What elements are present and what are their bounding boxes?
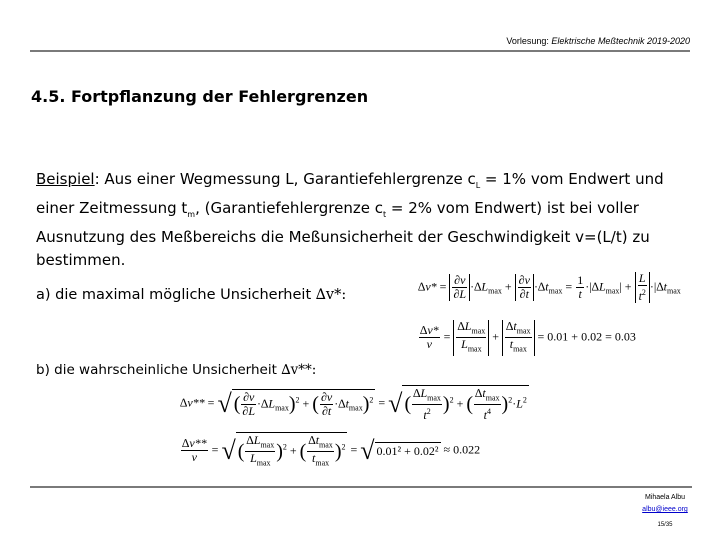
footer-divider: [30, 486, 692, 488]
equation-max-uncertainty: ∆v* = $\frac{\partial v}{\partial L}$ $\cdot\Delta L_{max}$ + $\frac{\partial v}{\partial t}$ $\cdot\Delta t_{max}$ = $\frac{1}{t}$ $\cdot|\Delta L_{max}|$ + $\frac{L}{t^2}$ $\cdot|\Delta t_{max}$: [418, 271, 681, 303]
lecture-header: [470, 36, 690, 46]
example-paragraph: Beispiel: Aus einer Wegmessung L, Garantiefehlergrenze $c_L = 1\%$ vom Endwert und einer Zeitmessung $t_m$, (Garantiefehlergrenze $c_t = 2\%$ vom Endwert) ist bei voller Ausnutzung des Meßbereichs die Meßunsicherheit der Geschwindigkeit v=(L/t) zu bestimmen.: [36, 170, 664, 269]
course-name: Elektrische Meßtechnik 2019-2020: [551, 36, 690, 46]
question-a: a) die maximal mögliche Unsicherheit ∆v*:: [36, 287, 347, 303]
numeric-values: 0.01² + 0.02²: [376, 444, 439, 459]
footer-author: Mihaela Albu: [644, 494, 686, 501]
result-value: 0.01 + 0.02 = 0.03: [547, 329, 636, 344]
header-divider: [30, 50, 690, 52]
equation-probable-uncertainty: ∆v** = √ ( $\frac{\partial v}{\partial L}$ $\cdot\Delta L_{max})^2$ + ( $\frac{\partial v}{\partial t}$ $\cdot\Delta t_{max})^2$ = √ ( $\frac{\Delta L_{max}}{t^2}$ )$^2$ + ( $\frac{\Delta t_{max}}{t^4}$ )$^2\cdot L^2$: [180, 386, 527, 423]
question-b: b) die wahrscheinliche Unsicherheit ∆v**:: [36, 362, 317, 378]
footer-email[interactable]: [620, 506, 710, 513]
equation-relative-probable: $\frac{\Delta v**}{v}$ = √ ( $\frac{\Delta L_{max}}{L_{max}}$ )$^2$ + ( $\frac{\Delta t_{max}}{t_{max}}$ )$^2$ = √ 0.01² + 0.02² ≈ 0.022: [182, 433, 481, 468]
probable-result: ≈ 0.022: [443, 442, 481, 457]
email-link[interactable]: albu@ieee.org: [642, 506, 688, 513]
section-title: 4.5. Fortpflanzung der Fehlergrenzen: [31, 87, 369, 106]
page-number: 15/35: [657, 522, 673, 528]
equation-relative-max: $\frac{\Delta v*}{v}$ = $\frac{\Delta L_{max}}{L_{max}}$ + $\frac{\Delta t_{max}}{t_{max}}$ = 0.01 + 0.02 = 0.03: [420, 319, 636, 354]
example-lead: Beispiel: [36, 170, 95, 188]
lecture-prefix: Vorlesung:: [506, 36, 549, 46]
